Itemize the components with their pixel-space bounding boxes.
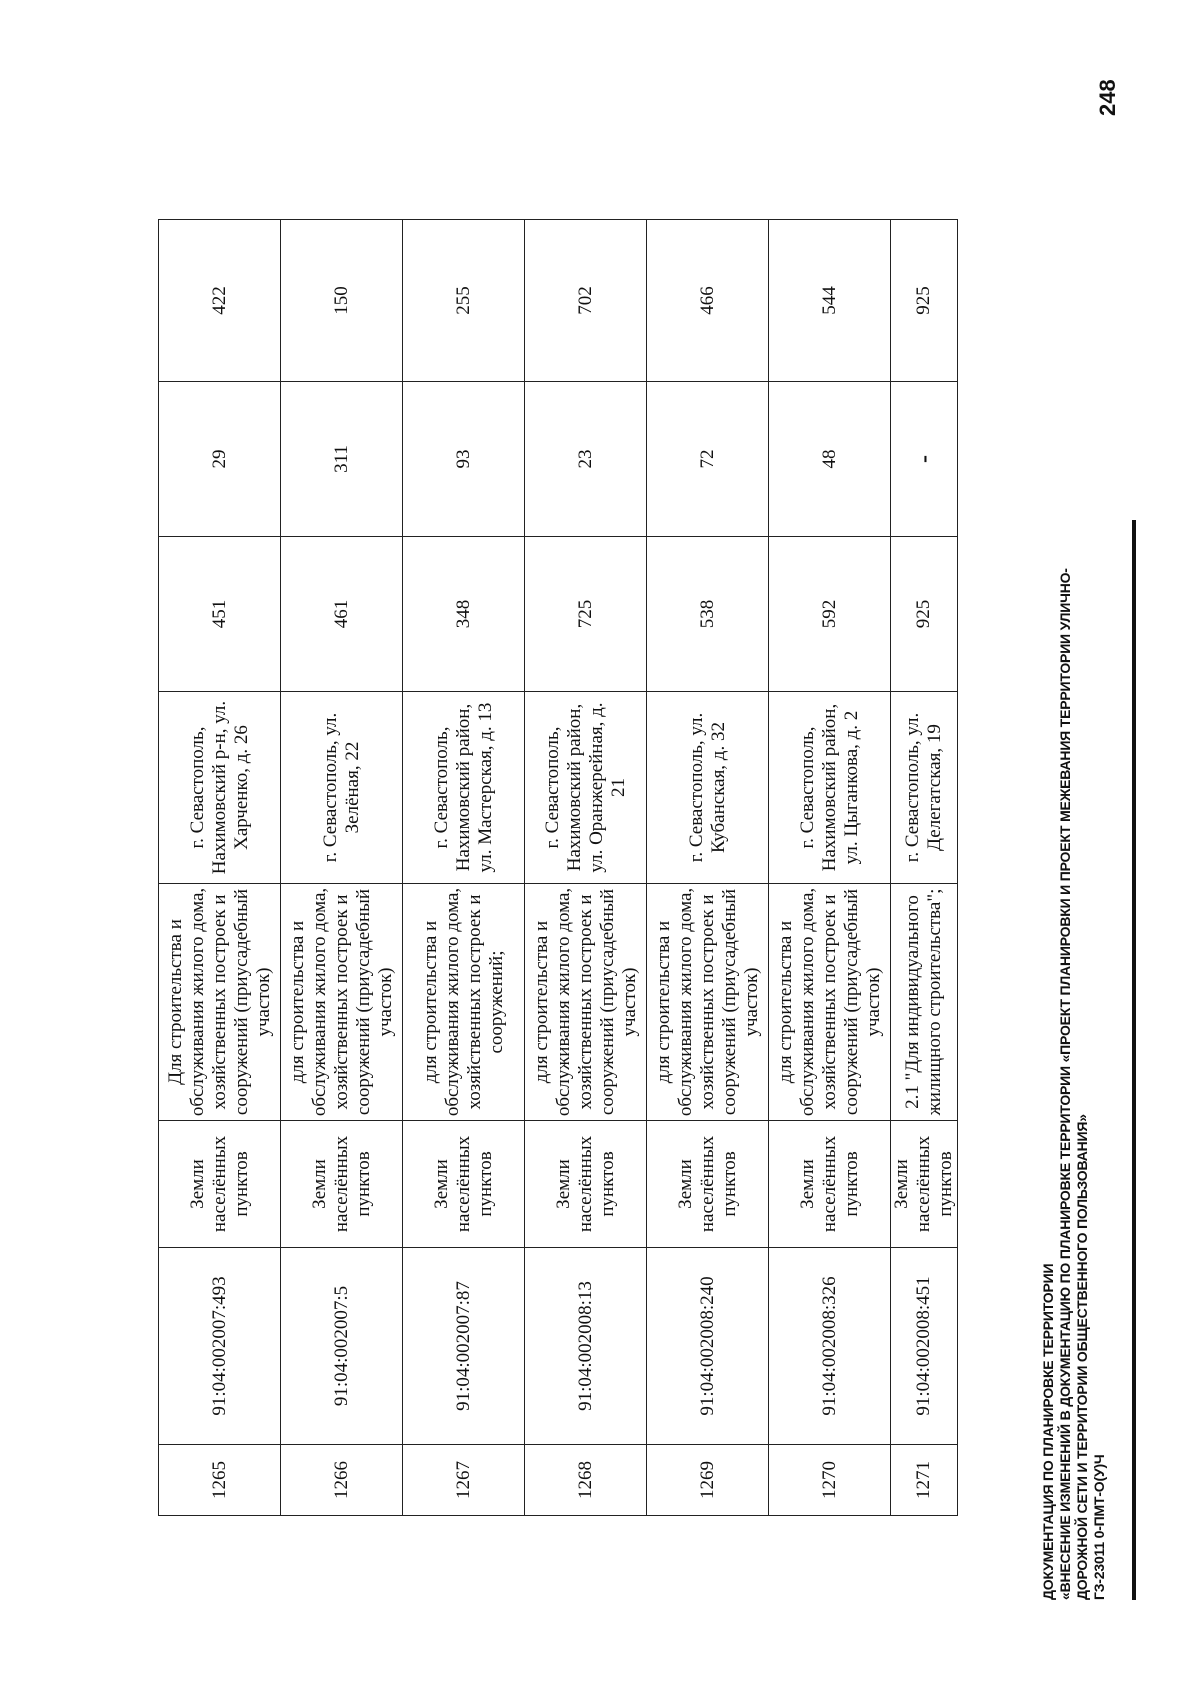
land-category: Земли населённых пунктов (525, 1121, 647, 1248)
address: г. Севастополь, Нахимовский район, ул. Мастерская, д. 13 (403, 692, 525, 884)
table-row (159, 220, 281, 1516)
cadastral-number: 91:04:002008:13 (525, 1248, 647, 1445)
area-total: 451 (159, 537, 281, 692)
address: г. Севастополь, ул. Кубанская, д. 32 (647, 692, 769, 884)
land-category: Земли населённых пунктов (647, 1121, 769, 1248)
permitted-use: для строительства и обслуживания жилого дома, хозяйственных построек и сооружений (приусадебный участок) (281, 884, 403, 1121)
area-remaining: 544 (769, 220, 891, 382)
cadastral-number: 91:04:002007:5 (281, 1248, 403, 1445)
permitted-use: для строительства и обслуживания жилого дома, хозяйственных построек и сооружений (приусадебный участок) (525, 884, 647, 1121)
land-category: Земли населённых пунктов (403, 1121, 525, 1248)
land-category: Земли населённых пунктов (769, 1121, 891, 1248)
cadastral-number: 91:04:002007:493 (159, 1248, 281, 1445)
area-part: 23 (525, 382, 647, 537)
table-row (891, 220, 958, 1516)
area-total: 538 (647, 537, 769, 692)
area-part: 29 (159, 382, 281, 537)
table-row (525, 220, 647, 1516)
cadastral-number: 91:04:002008:326 (769, 1248, 891, 1445)
area-total: 925 (891, 537, 958, 692)
header-rule (1132, 520, 1136, 1600)
address: г. Севастополь, ул. Делегатская, 19 (891, 692, 958, 884)
table-row (281, 220, 403, 1516)
cadastral-number: 91:04:002008:240 (647, 1248, 769, 1445)
header-line-2: «ВНЕСЕНИЕ ИЗМЕНЕНИЙ В ДОКУМЕНТАЦИЮ ПО ПЛАНИРОВКЕ ТЕРРИТОРИИ «ПРОЕКТ ПЛАНИРОВКИ И ПРОЕКТ МЕЖЕВАНИЯ ТЕРРИТОРИИ УЛИЧНО- (1057, 568, 1073, 1600)
area-total: 461 (281, 537, 403, 692)
row-number: 1266 (281, 1445, 403, 1516)
area-part: 48 (769, 382, 891, 537)
row-number: 1265 (159, 1445, 281, 1516)
area-remaining: 255 (403, 220, 525, 382)
area-remaining: 150 (281, 220, 403, 382)
address: г. Севастополь, Нахимовский район, ул. Оранжерейная, д. 21 (525, 692, 647, 884)
permitted-use: 2.1 "Для индивидуального жилищного строительства"; (891, 884, 958, 1121)
permitted-use: для строительства и обслуживания жилого дома, хозяйственных построек и сооружений; (403, 884, 525, 1121)
area-remaining: 422 (159, 220, 281, 382)
permitted-use: для строительства и обслуживания жилого дома, хозяйственных построек и сооружений (приусадебный участок) (769, 884, 891, 1121)
permitted-use: Для строительства и обслуживания жилого дома, хозяйственных построек и сооружений (приусадебный участок) (159, 884, 281, 1121)
area-part: 72 (647, 382, 769, 537)
cadastral-number: 91:04:002008:451 (891, 1248, 958, 1445)
row-number: 1271 (891, 1445, 958, 1516)
area-remaining: 702 (525, 220, 647, 382)
area-part: 93 (403, 382, 525, 537)
land-category: Земли населённых пунктов (281, 1121, 403, 1248)
document-code: ГЗ-23011 0-ПМТ-О(У)Ч (1091, 1454, 1107, 1600)
row-number: 1270 (769, 1445, 891, 1516)
area-total: 592 (769, 537, 891, 692)
area-part: 311 (281, 382, 403, 537)
table-row (769, 220, 891, 1516)
area-total: 725 (525, 537, 647, 692)
address: г. Севастополь, Нахимовский р-н, ул. Харченко, д. 26 (159, 692, 281, 884)
area-remaining: 925 (891, 220, 958, 382)
land-category: Земли населённых пунктов (891, 1121, 958, 1248)
area-remaining: 466 (647, 220, 769, 382)
table-row (403, 220, 525, 1516)
document-header (1040, 100, 1108, 1600)
table-row (647, 220, 769, 1516)
address: г. Севастополь, ул. Зелёная, 22 (281, 692, 403, 884)
row-number: 1269 (647, 1445, 769, 1516)
address: г. Севастополь, Нахимовский район, ул. Цыганкова, д. 2 (769, 692, 891, 884)
land-category: Земли населённых пунктов (159, 1121, 281, 1248)
row-number: 1267 (403, 1445, 525, 1516)
header-line-1: ДОКУМЕНТАЦИЯ ПО ПЛАНИРОВКЕ ТЕРРИТОРИИ (1040, 1263, 1056, 1600)
area-part: - (891, 382, 958, 537)
land-plots-table (158, 219, 958, 1516)
cadastral-number: 91:04:002007:87 (403, 1248, 525, 1445)
row-number: 1268 (525, 1445, 647, 1516)
page-number: 248 (1095, 79, 1120, 116)
header-line-3: ДОРОЖНОЙ СЕТИ И ТЕРРИТОРИИ ОБЩЕСТВЕННОГО ПОЛЬЗОВАНИЯ» (1074, 1114, 1090, 1600)
area-total: 348 (403, 537, 525, 692)
permitted-use: для строительства и обслуживания жилого дома, хозяйственных построек и сооружений (приусадебный участок) (647, 884, 769, 1121)
